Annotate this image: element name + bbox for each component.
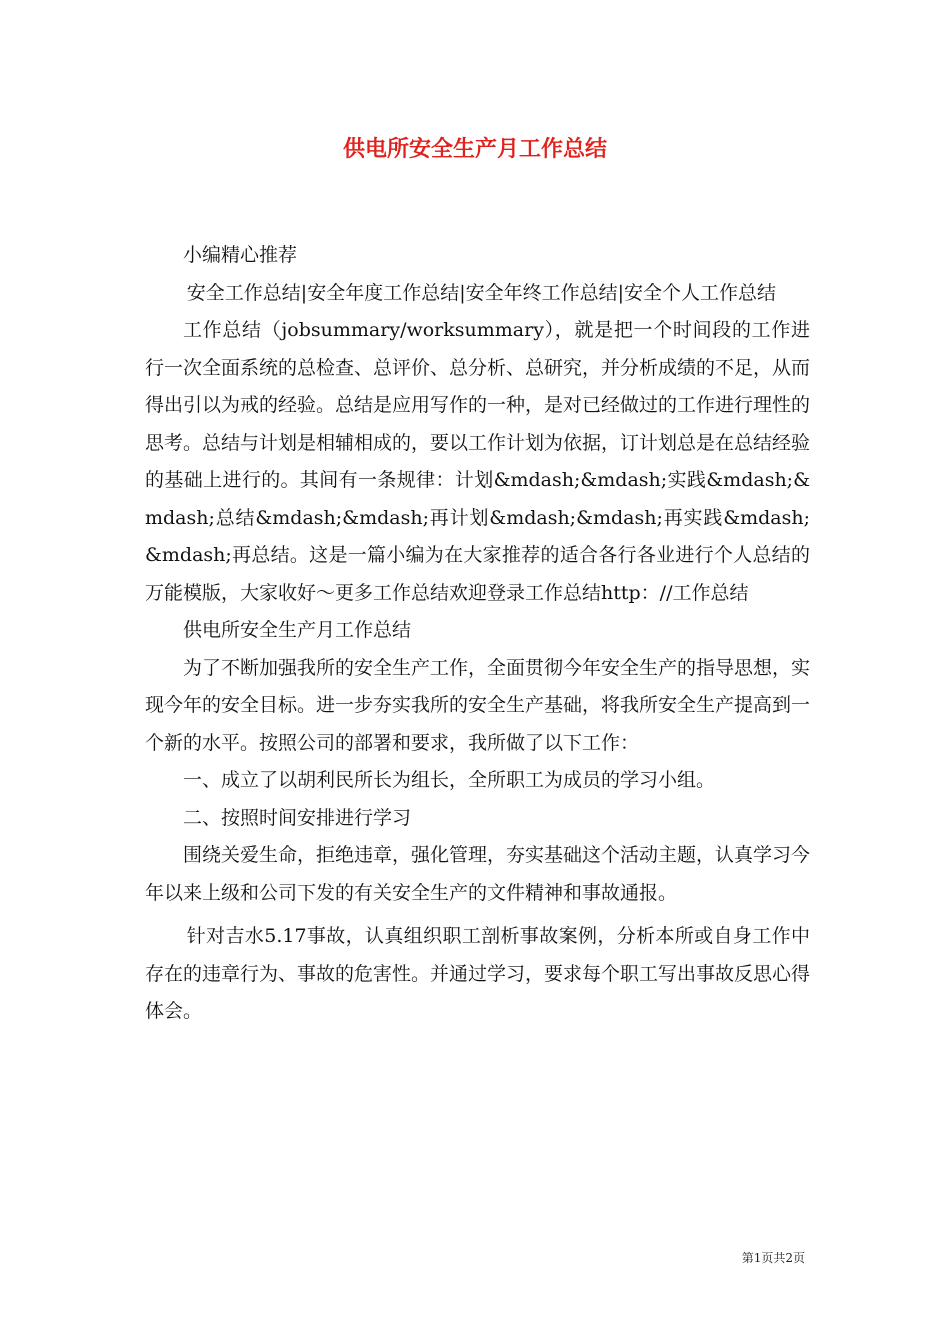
recommend-links: 安全工作总结|安全年度工作总结|安全年终工作总结|安全个人工作总结 xyxy=(186,281,777,304)
body-paragraph: 针对吉水5.17事故，认真组织职工剖析事故案例，分析本所或自身工作中存在的违章行为、事故的危害性。并通过学习，要求每个职工写出事故反思心得体会。 xyxy=(145,925,811,1022)
section-title: 供电所安全生产月工作总结 xyxy=(183,619,412,641)
body-paragraph: 围绕关爱生命，拒绝违章，强化管理，夯实基础这个活动主题，认真学习今年以来上级和公司下发的有关安全生产的文件精神和事故通报。 xyxy=(145,844,811,904)
page-number: 第1页共2页 xyxy=(741,1251,805,1265)
recommend-heading: 小编精心推荐 xyxy=(183,244,298,266)
intro-paragraph: 工作总结（jobsummary/worksummary），就是把一个时间段的工作进行一次全面系统的总检查、总评价、总分析、总研究，并分析成绩的不足，从而得出引以为戒的经验。总结是应用写作的一种，是对已经做过的工作进行理性的思考。总结与计划是相辅相成的，要以工作计划为依据，订计划总是在总结经验的基础上进行的。其间有一条规律：计划&mdash;&mdash;实践&mdash;&mdash;总结&mdash;&mdash;再计划&mdash;&mdash;再实践&mdash;&mdash;再总结。这是一篇小编为在大家推荐的适合各行各业进行个人总结的万能模版，大家收好～更多工作总结欢迎登录工作总结http：//工作总结 xyxy=(145,319,811,604)
document-body xyxy=(145,237,810,1031)
document-title: 供电所安全生产月工作总结 xyxy=(342,136,607,162)
body-paragraph: 为了不断加强我所的安全生产工作，全面贯彻今年安全生产的指导思想，实现今年的安全目标。进一步夯实我所的安全生产基础，将我所安全生产提高到一个新的水平。按照公司的部署和要求，我所做了以下工作： xyxy=(145,656,811,754)
body-paragraph: 一、成立了以胡利民所长为组长，全所职工为成员的学习小组。 xyxy=(183,769,716,791)
body-paragraph: 二、按照时间安排进行学习 xyxy=(183,806,412,829)
